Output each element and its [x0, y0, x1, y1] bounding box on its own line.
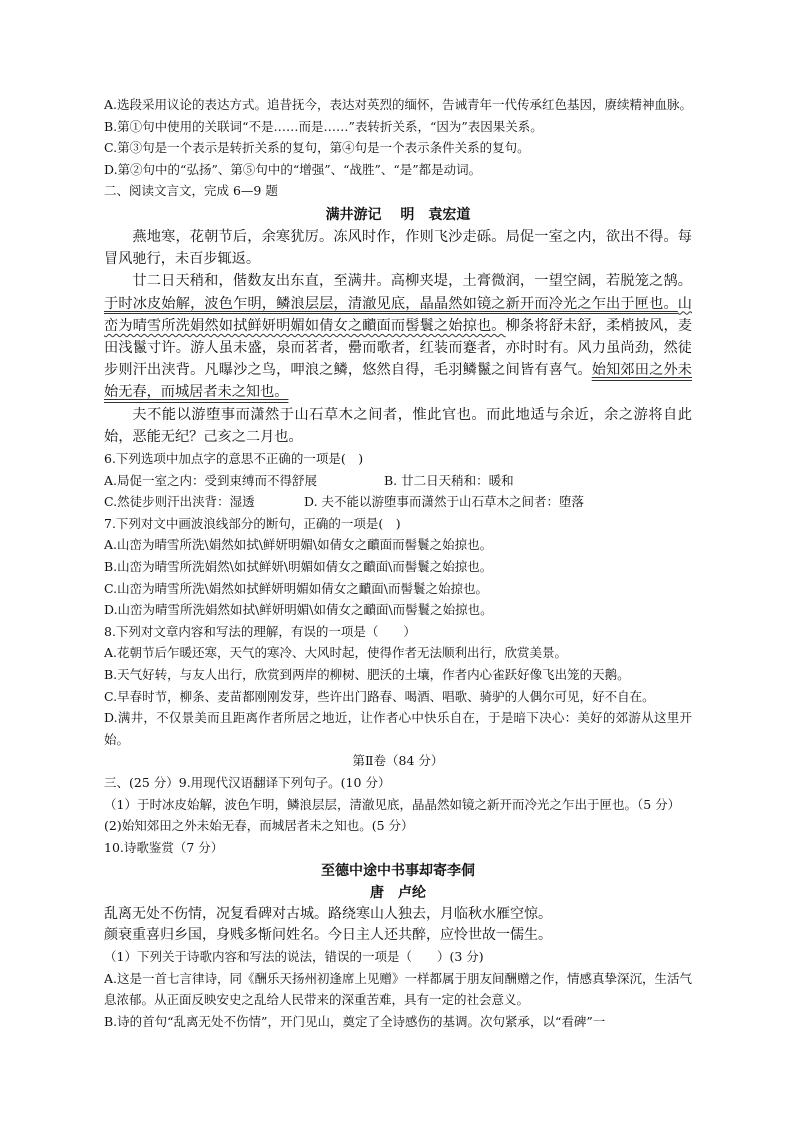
q5-option-c: C.第③句是一个表示是转折关系的复句，第④句是一个表示条件关系的复句。	[104, 140, 530, 156]
exam-page	[104, 94, 692, 1033]
q8-option-d: D.满井，不仅景美而且距离作者所居之地近，让作者心中快乐自在，于是暗下决心：美好的郊游从这里开始。	[104, 710, 692, 747]
q6-option-c: C.然徒步则汗出浃背：湿透	[104, 494, 255, 510]
q7-option-c: C.山峦为晴雪所洗\娟然如拭鲜妍明媚如倩女之靧面\而髻鬟之始掠也。	[104, 580, 489, 596]
essay-para2-a: 廿二日天稍和，偕数友出东直，至满井。高柳夹堤，土膏微润，一望空阔，若脱笼之鹄。	[132, 273, 692, 290]
q7-option-d: D.山峦为晴雪所洗娟然如拭\鲜妍明媚\如倩女之靧面\而髻鬟之始掠也。	[104, 602, 493, 618]
q8-option-b: B.天气好转，与友人出行，欣赏到两岸的柳树、肥沃的土壤，作者内心雀跃好像飞出笼的天鹅。	[104, 666, 630, 682]
essay-para2	[104, 270, 692, 403]
essay-title: 满井游记 明 袁宏道	[325, 206, 471, 223]
wavy-underlined-sentence: 山峦为晴雪所洗娟然如拭鲜妍明媚如倩女之靧面而髻鬟之始掠也。	[104, 295, 692, 334]
q10-option-b: B.诗的首句“乱离无处不伤情”，开门见山，奠定了全诗感伤的基调。次句紧承，以“看碑”一	[104, 1014, 606, 1030]
q7-option-a: A.山峦为晴雪所洗\娟然如拭\鲜妍明媚\如倩女之靧面而髻鬟之始掠也。	[104, 537, 493, 553]
underlined-sentence-2: 始知郊田之外未始无春，而城居者未之知也。	[104, 362, 692, 401]
essay-para3: 夫不能以游堕事而潇然于山石草木之间者，惟此官也。而此地适与余近，余之游将自此始，恶能无纪？己亥之二月也。	[104, 406, 692, 445]
poem-line-2: 颜衰重喜归乡国，身贱多惭问姓名。今日主人还共醉，应怜世故一儒生。	[104, 927, 552, 944]
q6-option-b: B. 廿二日天稍和：暖和	[384, 472, 514, 488]
q8-option-c: C.早春时节，柳条、麦苗都刚刚发芽，些许出门路春、喝酒、唱歌、骑驴的人偶尔可见，好不自在。	[104, 688, 655, 704]
q7-stem: 7.下列对文中画波浪线部分的断句，正确的一项是( )	[104, 515, 401, 531]
section2-heading: 二、阅读文言文，完成 6—9 题	[104, 183, 278, 199]
q7-option-b: B.山峦为晴雪所洗娟然\如拭鲜妍\明媚如倩女之靧面\而髻鬟之始掠也。	[104, 558, 493, 574]
q9-sentence-1: （1）于时冰皮始解，波色乍明，鳞浪层层，清澈见底，晶晶然如镜之新开而冷光之乍出于匣也。（5 分）	[104, 796, 681, 812]
q5-option-a: A.选段采用议论的表达方式。追昔抚今，表达对英烈的缅怀，告诫青年一代传承红色基因，赓续精神血脉。	[104, 97, 693, 112]
q6-stem: 6.下列选项中加点字的意思不正确的一项是( )	[104, 451, 364, 466]
poem-title: 至德中途中书事却寄李侗	[321, 863, 475, 880]
q6-option-a: A.局促一室之内：受到束缚而不得舒展	[104, 472, 318, 488]
q9-sentence-2: (2)始知郊田之外未始无春，而城居者未之知也。(5 分）	[104, 818, 414, 834]
essay-para1: 燕地寒，花朝节后，余寒犹厉。冻风时作，作则飞沙走砾。局促一室之内，欲出不得。每冒风驰行，未百步辄返。	[104, 228, 692, 268]
underlined-sentence-1: 于时冰皮始解，波色乍明，鳞浪层层，清澈见底，晶晶然如镜之新开而冷光之乍出于匣也。	[104, 295, 678, 312]
q6-option-d: D. 夫不能以游堕事而潇然于山石草木之间者：堕落	[304, 494, 585, 510]
q10-stem: 10.诗歌鉴赏（7 分）	[104, 839, 224, 855]
q6-row-ab	[104, 470, 692, 492]
q5-option-d: D.第②句中的“弘扬”、第⑤句中的“增强”、“战胜”、“是”都是动词。	[104, 161, 482, 177]
q6-row-cd	[104, 491, 692, 513]
essay-para2-d: 柳条将舒未舒，柔梢披风，麦田浅鬣寸许。游人虽未盛，泉而茗者，罍而歌者，红装而蹇者，亦时时有。风力虽尚劲，然徒步则汗出浃背。凡曝沙之鸟，呷浪之鳞，悠然自得，毛羽鳞鬣之间皆有喜气。	[104, 317, 692, 379]
poem-line-1: 乱离无处不伤情，况复看碑对古城。路绕寒山人独去，月临秋水雁空惊。	[104, 906, 552, 923]
poem-author: 唐 卢纶	[370, 885, 426, 902]
q10-sub1-stem: （1）下列关于诗歌内容和写法的说法，错误的一项是（ ）(3 分)	[104, 949, 484, 965]
q5-option-b: B.第①句中使用的关联词“不是……而是……”表转折关系，“因为”表因果关系。	[104, 118, 543, 134]
q9-stem: 三、(25 分）9.用现代汉语翻译下列句子。(10 分）	[104, 774, 391, 790]
q8-option-a: A.花朝节后乍暖还寒，天气的寒冷、大风时起，使得作者无法顺利出行，欣赏美景。	[104, 645, 568, 661]
q8-stem: 8.下列对文章内容和写法的理解，有误的一项是（ ）	[104, 623, 416, 639]
q10-option-a: A.这是一首七言律诗，同《酬乐天扬州初逢席上见赠》一样都属于朋友间酬赠之作，情感真挚深沉，生活气息浓郁。从正面反映安史之乱给人民带来的深重苦难，具有一定的社会意义。	[104, 970, 693, 1008]
part2-heading: 第Ⅱ卷（84 分）	[352, 753, 444, 769]
